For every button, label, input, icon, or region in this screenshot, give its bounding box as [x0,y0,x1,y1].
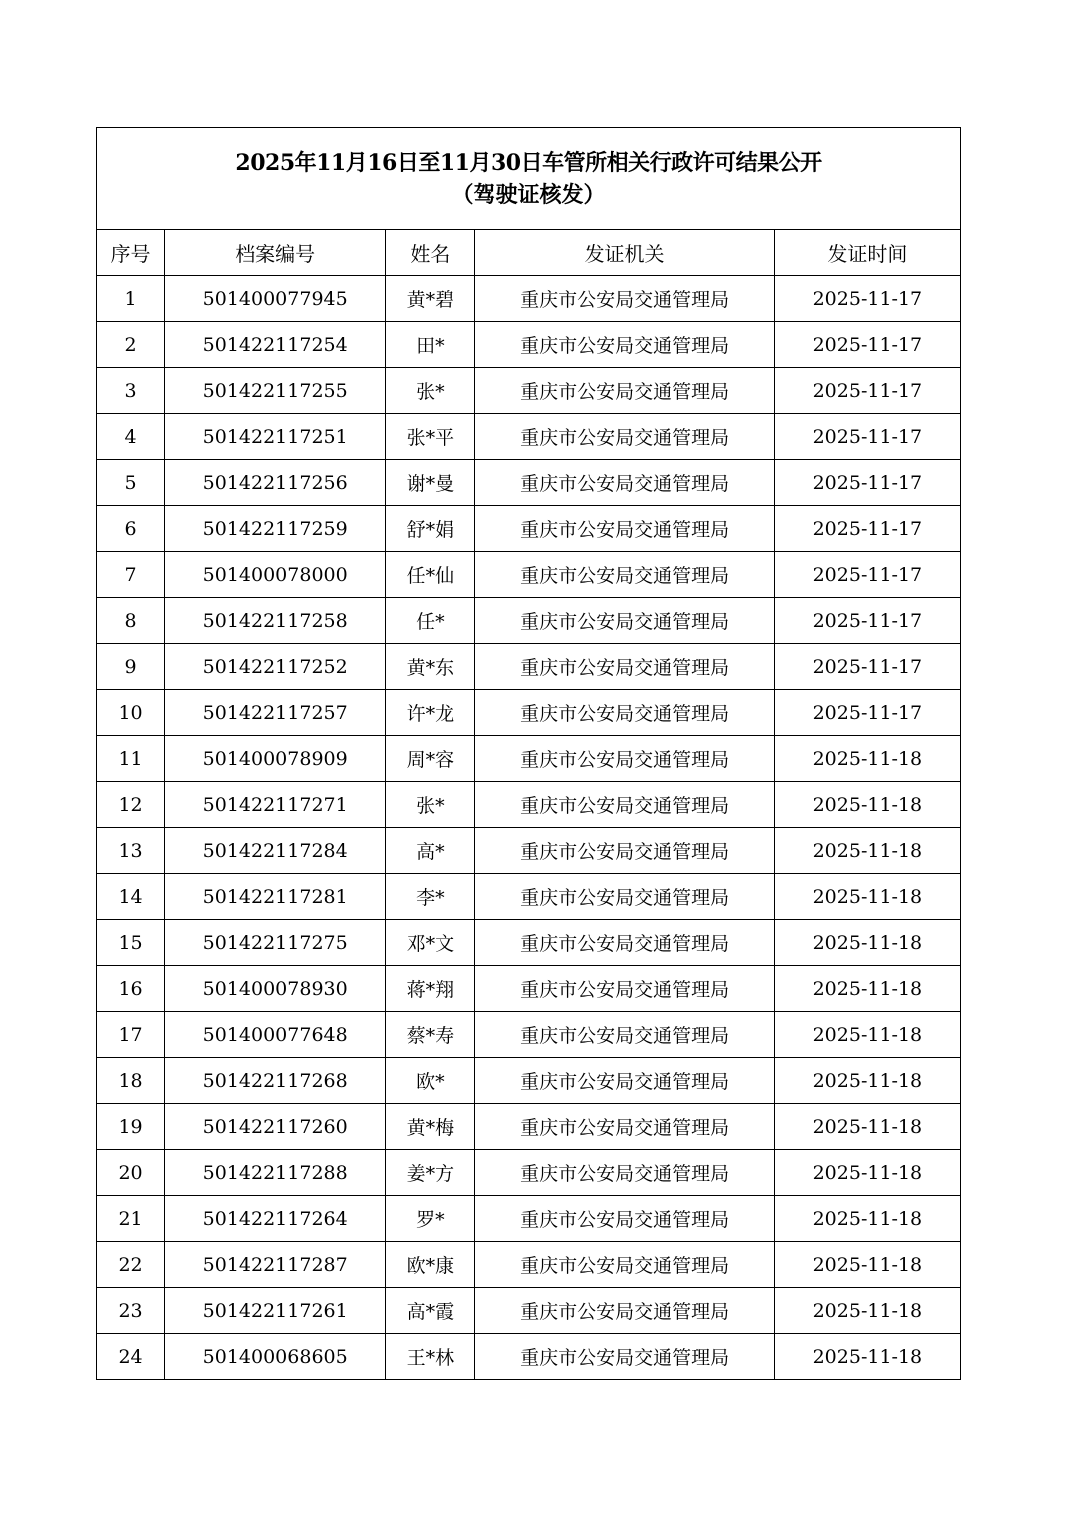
cell-seq: 21 [97,1196,165,1242]
cell-name: 王*林 [386,1334,475,1380]
cell-issue-date: 2025-11-18 [774,966,960,1012]
cell-file-number: 501422117257 [165,690,386,736]
cell-name: 姜*方 [386,1150,475,1196]
cell-issuing-authority: 重庆市公安局交通管理局 [475,874,774,920]
cell-issue-date: 2025-11-17 [774,276,960,322]
cell-file-number: 501400078909 [165,736,386,782]
table-row [97,644,961,690]
table-row [97,782,961,828]
table-row [97,1242,961,1288]
cell-seq: 2 [97,322,165,368]
cell-seq: 7 [97,552,165,598]
cell-seq: 18 [97,1058,165,1104]
license-results-table [96,127,961,1380]
title-row [97,128,961,230]
cell-seq: 5 [97,460,165,506]
cell-name: 黄*东 [386,644,475,690]
cell-issuing-authority: 重庆市公安局交通管理局 [475,966,774,1012]
table-row [97,460,961,506]
cell-issue-date: 2025-11-17 [774,506,960,552]
header-seq: 序号 [97,230,165,276]
table-body [97,276,961,1380]
table-row [97,1150,961,1196]
cell-seq: 9 [97,644,165,690]
header-row [97,230,961,276]
cell-seq: 24 [97,1334,165,1380]
cell-seq: 1 [97,276,165,322]
cell-name: 欧* [386,1058,475,1104]
cell-file-number: 501422117275 [165,920,386,966]
cell-file-number: 501422117268 [165,1058,386,1104]
cell-issuing-authority: 重庆市公安局交通管理局 [475,1196,774,1242]
cell-issuing-authority: 重庆市公安局交通管理局 [475,690,774,736]
cell-file-number: 501422117251 [165,414,386,460]
cell-name: 欧*康 [386,1242,475,1288]
cell-issue-date: 2025-11-18 [774,1058,960,1104]
cell-issue-date: 2025-11-17 [774,414,960,460]
cell-name: 张* [386,368,475,414]
cell-name: 张* [386,782,475,828]
cell-seq: 14 [97,874,165,920]
table-row [97,506,961,552]
table-row [97,690,961,736]
cell-issue-date: 2025-11-18 [774,874,960,920]
cell-name: 蔡*寿 [386,1012,475,1058]
cell-issue-date: 2025-11-18 [774,1196,960,1242]
table-row [97,368,961,414]
table-row [97,1196,961,1242]
cell-name: 张*平 [386,414,475,460]
cell-issue-date: 2025-11-17 [774,460,960,506]
cell-issuing-authority: 重庆市公安局交通管理局 [475,1012,774,1058]
cell-file-number: 501422117259 [165,506,386,552]
cell-issuing-authority: 重庆市公安局交通管理局 [475,552,774,598]
cell-file-number: 501422117281 [165,874,386,920]
cell-issue-date: 2025-11-17 [774,368,960,414]
cell-name: 黄*梅 [386,1104,475,1150]
cell-name: 罗* [386,1196,475,1242]
cell-seq: 8 [97,598,165,644]
cell-seq: 3 [97,368,165,414]
cell-issuing-authority: 重庆市公安局交通管理局 [475,782,774,828]
cell-issuing-authority: 重庆市公安局交通管理局 [475,828,774,874]
cell-issuing-authority: 重庆市公安局交通管理局 [475,920,774,966]
table-row [97,1288,961,1334]
cell-issuing-authority: 重庆市公安局交通管理局 [475,1288,774,1334]
cell-seq: 22 [97,1242,165,1288]
cell-file-number: 501422117252 [165,644,386,690]
cell-file-number: 501422117271 [165,782,386,828]
cell-seq: 17 [97,1012,165,1058]
cell-name: 邓*文 [386,920,475,966]
cell-issue-date: 2025-11-18 [774,920,960,966]
cell-issue-date: 2025-11-17 [774,690,960,736]
cell-issue-date: 2025-11-17 [774,322,960,368]
cell-issuing-authority: 重庆市公安局交通管理局 [475,460,774,506]
cell-name: 高*霞 [386,1288,475,1334]
cell-file-number: 501422117255 [165,368,386,414]
table-row [97,414,961,460]
cell-file-number: 501422117258 [165,598,386,644]
table-row [97,1104,961,1150]
cell-name: 任* [386,598,475,644]
cell-seq: 19 [97,1104,165,1150]
cell-seq: 10 [97,690,165,736]
table-row [97,276,961,322]
cell-issuing-authority: 重庆市公安局交通管理局 [475,1058,774,1104]
cell-issue-date: 2025-11-17 [774,552,960,598]
cell-issue-date: 2025-11-18 [774,1288,960,1334]
table-row [97,598,961,644]
cell-issuing-authority: 重庆市公安局交通管理局 [475,736,774,782]
cell-file-number: 501422117256 [165,460,386,506]
cell-issuing-authority: 重庆市公安局交通管理局 [475,414,774,460]
document-subtitle: （驾驶证核发） [451,181,606,208]
cell-file-number: 501400068605 [165,1334,386,1380]
cell-seq: 12 [97,782,165,828]
cell-name: 高* [386,828,475,874]
header-file-number: 档案编号 [165,230,386,276]
cell-seq: 13 [97,828,165,874]
cell-file-number: 501422117287 [165,1242,386,1288]
cell-file-number: 501400077648 [165,1012,386,1058]
cell-seq: 4 [97,414,165,460]
cell-name: 蒋*翔 [386,966,475,1012]
title-cell [97,128,961,230]
table-row [97,322,961,368]
cell-seq: 11 [97,736,165,782]
table-row [97,1012,961,1058]
table-row [97,1334,961,1380]
cell-name: 许*龙 [386,690,475,736]
cell-name: 黄*碧 [386,276,475,322]
cell-seq: 15 [97,920,165,966]
cell-file-number: 501422117260 [165,1104,386,1150]
cell-file-number: 501422117254 [165,322,386,368]
cell-name: 谢*曼 [386,460,475,506]
cell-seq: 16 [97,966,165,1012]
table-row [97,828,961,874]
cell-issuing-authority: 重庆市公安局交通管理局 [475,644,774,690]
cell-seq: 20 [97,1150,165,1196]
cell-file-number: 501422117261 [165,1288,386,1334]
cell-seq: 23 [97,1288,165,1334]
cell-issuing-authority: 重庆市公安局交通管理局 [475,506,774,552]
cell-issuing-authority: 重庆市公安局交通管理局 [475,1334,774,1380]
table-row [97,552,961,598]
document-title: 2025年11月16日至11月30日车管所相关行政许可结果公开 [235,149,822,176]
table-row [97,966,961,1012]
cell-issuing-authority: 重庆市公安局交通管理局 [475,1242,774,1288]
cell-issue-date: 2025-11-18 [774,828,960,874]
cell-issuing-authority: 重庆市公安局交通管理局 [475,368,774,414]
cell-issue-date: 2025-11-18 [774,1150,960,1196]
cell-issue-date: 2025-11-17 [774,598,960,644]
cell-issuing-authority: 重庆市公安局交通管理局 [475,598,774,644]
header-issuing-authority: 发证机关 [475,230,774,276]
cell-issue-date: 2025-11-18 [774,782,960,828]
cell-file-number: 501400077945 [165,276,386,322]
cell-issue-date: 2025-11-17 [774,644,960,690]
cell-name: 田* [386,322,475,368]
cell-seq: 6 [97,506,165,552]
table-row [97,736,961,782]
cell-issue-date: 2025-11-18 [774,1012,960,1058]
cell-issue-date: 2025-11-18 [774,1242,960,1288]
cell-name: 舒*娟 [386,506,475,552]
cell-file-number: 501422117288 [165,1150,386,1196]
table-row [97,1058,961,1104]
table-row [97,874,961,920]
cell-name: 任*仙 [386,552,475,598]
header-name: 姓名 [386,230,475,276]
cell-name: 李* [386,874,475,920]
cell-name: 周*容 [386,736,475,782]
table-row [97,920,961,966]
cell-issuing-authority: 重庆市公安局交通管理局 [475,1150,774,1196]
cell-file-number: 501422117264 [165,1196,386,1242]
cell-issue-date: 2025-11-18 [774,1104,960,1150]
cell-file-number: 501400078000 [165,552,386,598]
header-issue-date: 发证时间 [774,230,960,276]
cell-issue-date: 2025-11-18 [774,736,960,782]
cell-issuing-authority: 重庆市公安局交通管理局 [475,322,774,368]
cell-issuing-authority: 重庆市公安局交通管理局 [475,276,774,322]
cell-file-number: 501422117284 [165,828,386,874]
cell-issue-date: 2025-11-18 [774,1334,960,1380]
cell-issuing-authority: 重庆市公安局交通管理局 [475,1104,774,1150]
cell-file-number: 501400078930 [165,966,386,1012]
